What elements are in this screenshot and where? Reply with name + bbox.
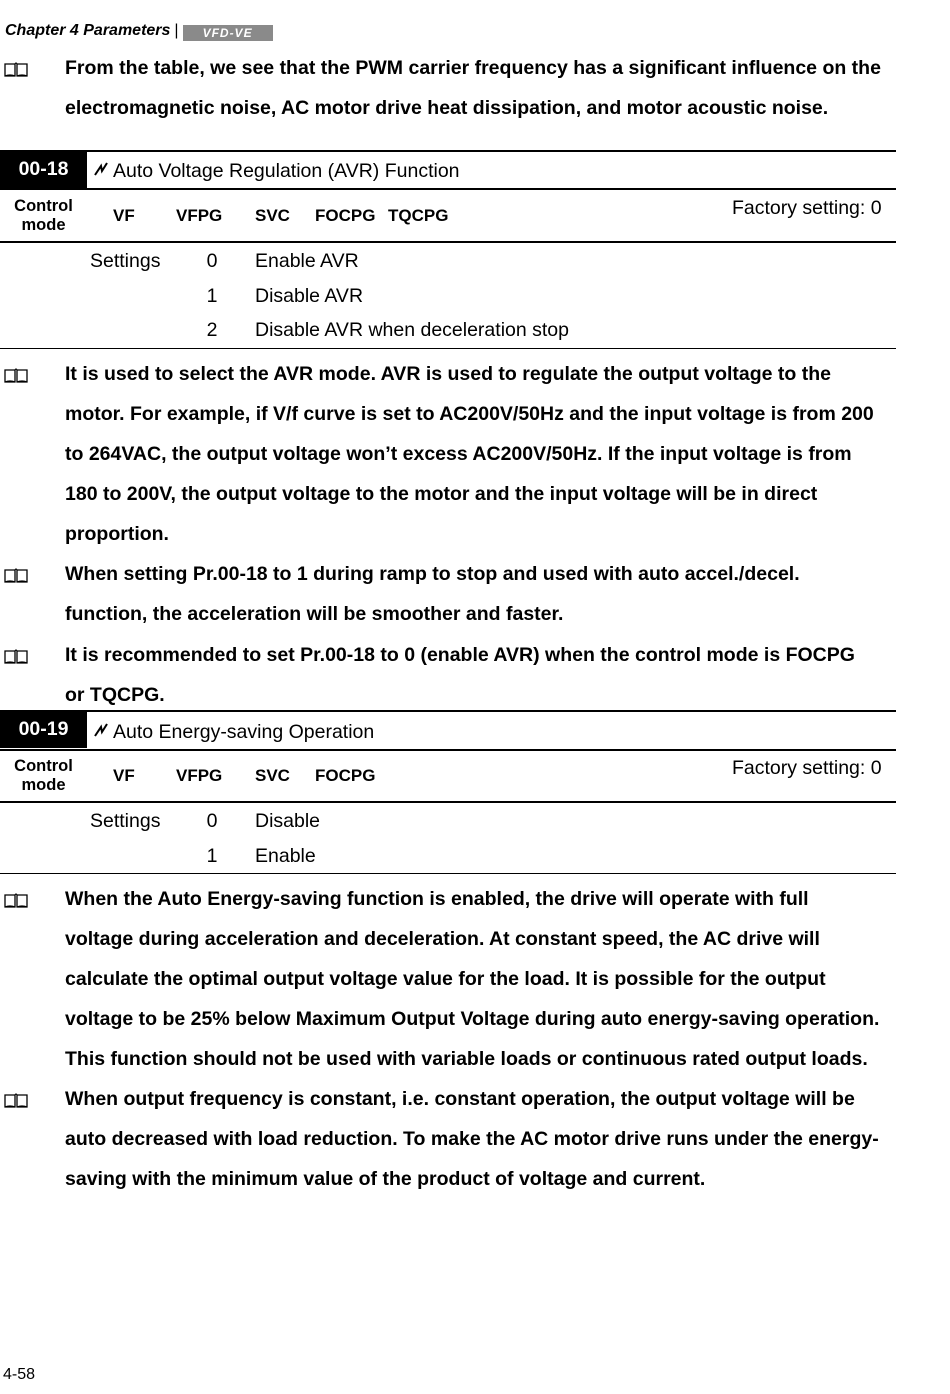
note-line: voltage during acceleration and deceleration. At constant speed, the AC drive will xyxy=(65,928,820,950)
control-mode-label xyxy=(0,757,87,795)
table-rule xyxy=(0,710,896,712)
param-title xyxy=(93,160,460,183)
setting-desc: Disable AVR xyxy=(255,285,364,307)
param-title-text: Auto Energy-saving Operation xyxy=(113,721,375,743)
table-rule xyxy=(0,749,896,751)
setting-desc: Disable xyxy=(255,810,321,832)
setting-value: 1 xyxy=(206,845,218,867)
chapter-title: Chapter 4 Parameters xyxy=(5,22,171,39)
note-line: or TQCPG. xyxy=(65,684,165,706)
note-line: 180 to 200V, the output voltage to the motor and the input voltage will be in direct xyxy=(65,483,818,505)
setting-value: 1 xyxy=(206,285,218,307)
control-mode-label xyxy=(0,197,87,235)
note-line: This function should not be used with variable loads or continuous rated output loads. xyxy=(65,1048,868,1070)
setting-value: 0 xyxy=(206,250,218,272)
param-number: 00-18 xyxy=(0,151,87,188)
control-label-line: mode xyxy=(21,776,66,794)
control-label-line: Control xyxy=(14,197,73,215)
note xyxy=(65,354,910,554)
book-icon xyxy=(4,648,28,665)
note-line: When the Auto Energy-saving function is enabled, the drive will operate with full xyxy=(65,888,809,910)
note xyxy=(65,1079,910,1199)
control-label-line: mode xyxy=(21,216,66,234)
intro-note xyxy=(65,48,910,128)
mode-vf: VF xyxy=(113,206,135,225)
note-line: auto decreased with load reduction. To make the AC motor drive runs under the energy- xyxy=(65,1128,879,1150)
note xyxy=(65,879,910,1079)
page-number: 4-58 xyxy=(3,1366,36,1383)
mode-tqcpg: TQCPG xyxy=(388,206,449,225)
note-line: function, the acceleration will be smoother and faster. xyxy=(65,603,564,625)
factory-setting: Factory setting: 0 xyxy=(732,197,882,219)
note-line: When setting Pr.00-18 to 1 during ramp to stop and used with auto accel./decel. xyxy=(65,563,800,585)
write-enable-icon xyxy=(93,161,109,177)
control-label-line: Control xyxy=(14,757,73,775)
page-header xyxy=(5,22,273,41)
note-line: From the table, we see that the PWM carrier frequency has a significant influence on the xyxy=(65,57,881,79)
param-title-text: Auto Voltage Regulation (AVR) Function xyxy=(113,160,460,182)
table-rule xyxy=(0,188,896,190)
book-icon xyxy=(4,61,28,78)
table-rule xyxy=(0,150,896,152)
write-enable-icon xyxy=(93,722,109,738)
settings-label: Settings xyxy=(90,810,161,832)
mode-vfpg: VFPG xyxy=(176,766,223,785)
setting-value: 2 xyxy=(206,319,218,341)
note xyxy=(65,635,910,715)
settings-label: Settings xyxy=(90,250,161,272)
note-line: It is used to select the AVR mode. AVR is used to regulate the output voltage to the xyxy=(65,363,832,385)
note-line: It is recommended to set Pr.00-18 to 0 (enable AVR) when the control mode is FOCPG xyxy=(65,644,855,666)
param-number: 00-19 xyxy=(0,711,87,748)
note-line: motor. For example, if V/f curve is set to AC200V/50Hz and the input voltage is from 200 xyxy=(65,403,874,425)
header-separator: | xyxy=(174,22,179,39)
param-title xyxy=(93,721,374,744)
book-icon xyxy=(4,1092,28,1109)
note xyxy=(65,554,910,634)
note-line: proportion. xyxy=(65,523,169,545)
note-line: electromagnetic noise, AC motor drive heat dissipation, and motor acoustic noise. xyxy=(65,97,829,119)
mode-vf: VF xyxy=(113,766,135,785)
table-rule xyxy=(0,801,896,803)
mode-svc: SVC xyxy=(255,766,290,785)
book-icon xyxy=(4,567,28,584)
note-line: calculate the optimal output voltage value for the load. It is possible for the output xyxy=(65,968,826,990)
factory-setting: Factory setting: 0 xyxy=(732,757,882,779)
mode-svc: SVC xyxy=(255,206,290,225)
product-logo: VFD-VE xyxy=(183,25,273,41)
note-line: voltage to be 25% below Maximum Output Voltage during auto energy-saving operation. xyxy=(65,1008,880,1030)
mode-vfpg: VFPG xyxy=(176,206,223,225)
table-rule xyxy=(0,241,896,243)
book-icon xyxy=(4,892,28,909)
table-rule xyxy=(0,348,896,349)
note-line: to 264VAC, the output voltage won’t excess AC200V/50Hz. If the input voltage is from xyxy=(65,443,852,465)
setting-value: 0 xyxy=(206,810,218,832)
book-icon xyxy=(4,367,28,384)
table-rule xyxy=(0,873,896,874)
mode-focpg: FOCPG xyxy=(315,766,376,785)
setting-desc: Disable AVR when deceleration stop xyxy=(255,319,569,341)
note-line: saving with the minimum value of the product of voltage and current. xyxy=(65,1168,706,1190)
setting-desc: Enable AVR xyxy=(255,250,359,272)
mode-focpg: FOCPG xyxy=(315,206,376,225)
note-line: When output frequency is constant, i.e. constant operation, the output voltage will be xyxy=(65,1088,855,1110)
setting-desc: Enable xyxy=(255,845,316,867)
